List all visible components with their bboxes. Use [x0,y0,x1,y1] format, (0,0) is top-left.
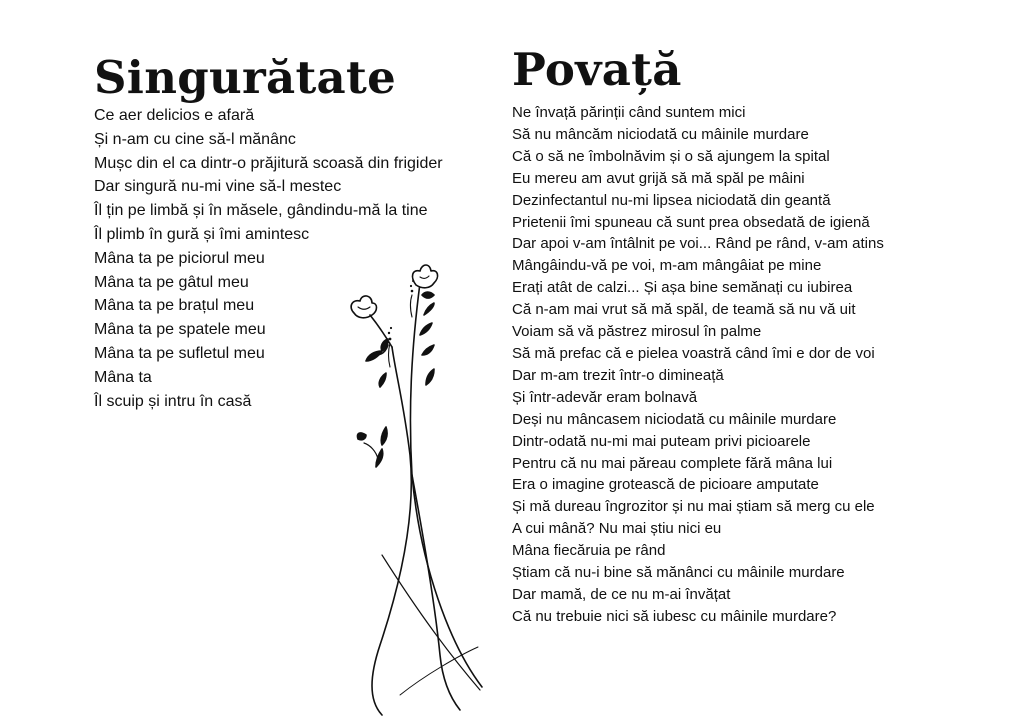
poem-line: Că nu trebuie nici să iubesc cu mâinile murdare? [512,607,837,625]
poem-line: Ce aer delicios e afară [94,107,255,124]
poem-line: Mâna fiecăruia pe rând [512,542,666,560]
poem-line: Și mă dureau îngrozitor și nu mai știam să merg cu ele [512,498,875,516]
poem-line: Dintr-odată nu-mi mai puteam privi picioarele [512,432,811,450]
poem-line: A cui mână? Nu mai știu nici eu [512,520,722,538]
poem-line: Dezinfectantul nu-mi lipsea niciodată din geantă [512,191,831,209]
poem-line: Dar mamă, de ce nu m-ai învățat [512,585,731,603]
poem-line: Că o să ne îmbolnăvim și o să ajungem la spital [512,147,830,165]
poem-line: Mâna ta pe spatele meu [94,321,266,339]
poem-line: Mâna ta pe piciorul meu [94,249,265,267]
poem-line: Dar m-am trezit într-o dimineață [512,366,724,384]
poem-line: Îl țin pe limbă și în măsele, gândindu-mă la tine [94,202,428,220]
poem-line: Prietenii îmi spuneau că sunt prea obsedată de igienă [512,213,870,231]
wildflower-sprig-icon [330,255,530,724]
poem-line: Ne învață părinții când suntem mici [512,104,746,121]
poem-line: Mângâindu-vă pe voi, m-am mângâiat pe mine [512,257,822,275]
poem-lines [512,102,982,628]
poem-line: Îl plimb în gură și îmi amintesc [94,225,310,243]
poem-line: Mușc din el ca dintr-o prăjitură scoasă din frigider [94,154,443,172]
poem-line: Voiam să vă păstrez mirosul în palme [512,323,762,341]
poem-title: Singurătate [94,51,397,104]
poem-line: Pentru că nu mai păreau complete fără mâna lui [512,454,833,472]
poem-line: Dar singură nu-mi vine să-l mestec [94,178,342,196]
poem-line: Mâna ta pe gâtul meu [94,273,249,291]
poem-line: Îl scuip și intru în casă [94,392,252,410]
poem-title: Povață [512,43,682,96]
poem-line: Era o imagine grotească de picioare amputate [512,476,819,494]
poem-line: Că n-am mai vrut să mă spăl, de teamă să nu vă uit [512,301,856,319]
poem-line: Și n-am cu cine să-l mănânc [94,130,296,148]
poem-povata [512,42,982,628]
poem-line: Eu mereu am avut grijă să mă spăl pe mâini [512,169,805,187]
poem-line: Mâna ta [94,368,152,386]
poem-line: Deși nu mâncasem niciodată cu mâinile murdare [512,410,837,428]
poem-line: Să nu mâncăm niciodată cu mâinile murdare [512,125,809,143]
poem-line: Mâna ta pe brațul meu [94,297,255,315]
poem-line: Erați atât de calzi... Și așa bine semănați cu iubirea [512,279,853,297]
poem-line: Știam că nu-i bine să mănânci cu mâinile murdare [512,564,845,582]
poem-line: Să mă prefac că e pielea voastră când îmi e dor de voi [512,344,875,362]
poem-line: Dar apoi v-am întâlnit pe voi... Rând pe rând, v-am atins [512,235,884,253]
poem-line: Mâna ta pe sufletul meu [94,344,265,362]
poem-line: Și într-adevăr eram bolnavă [512,388,698,406]
